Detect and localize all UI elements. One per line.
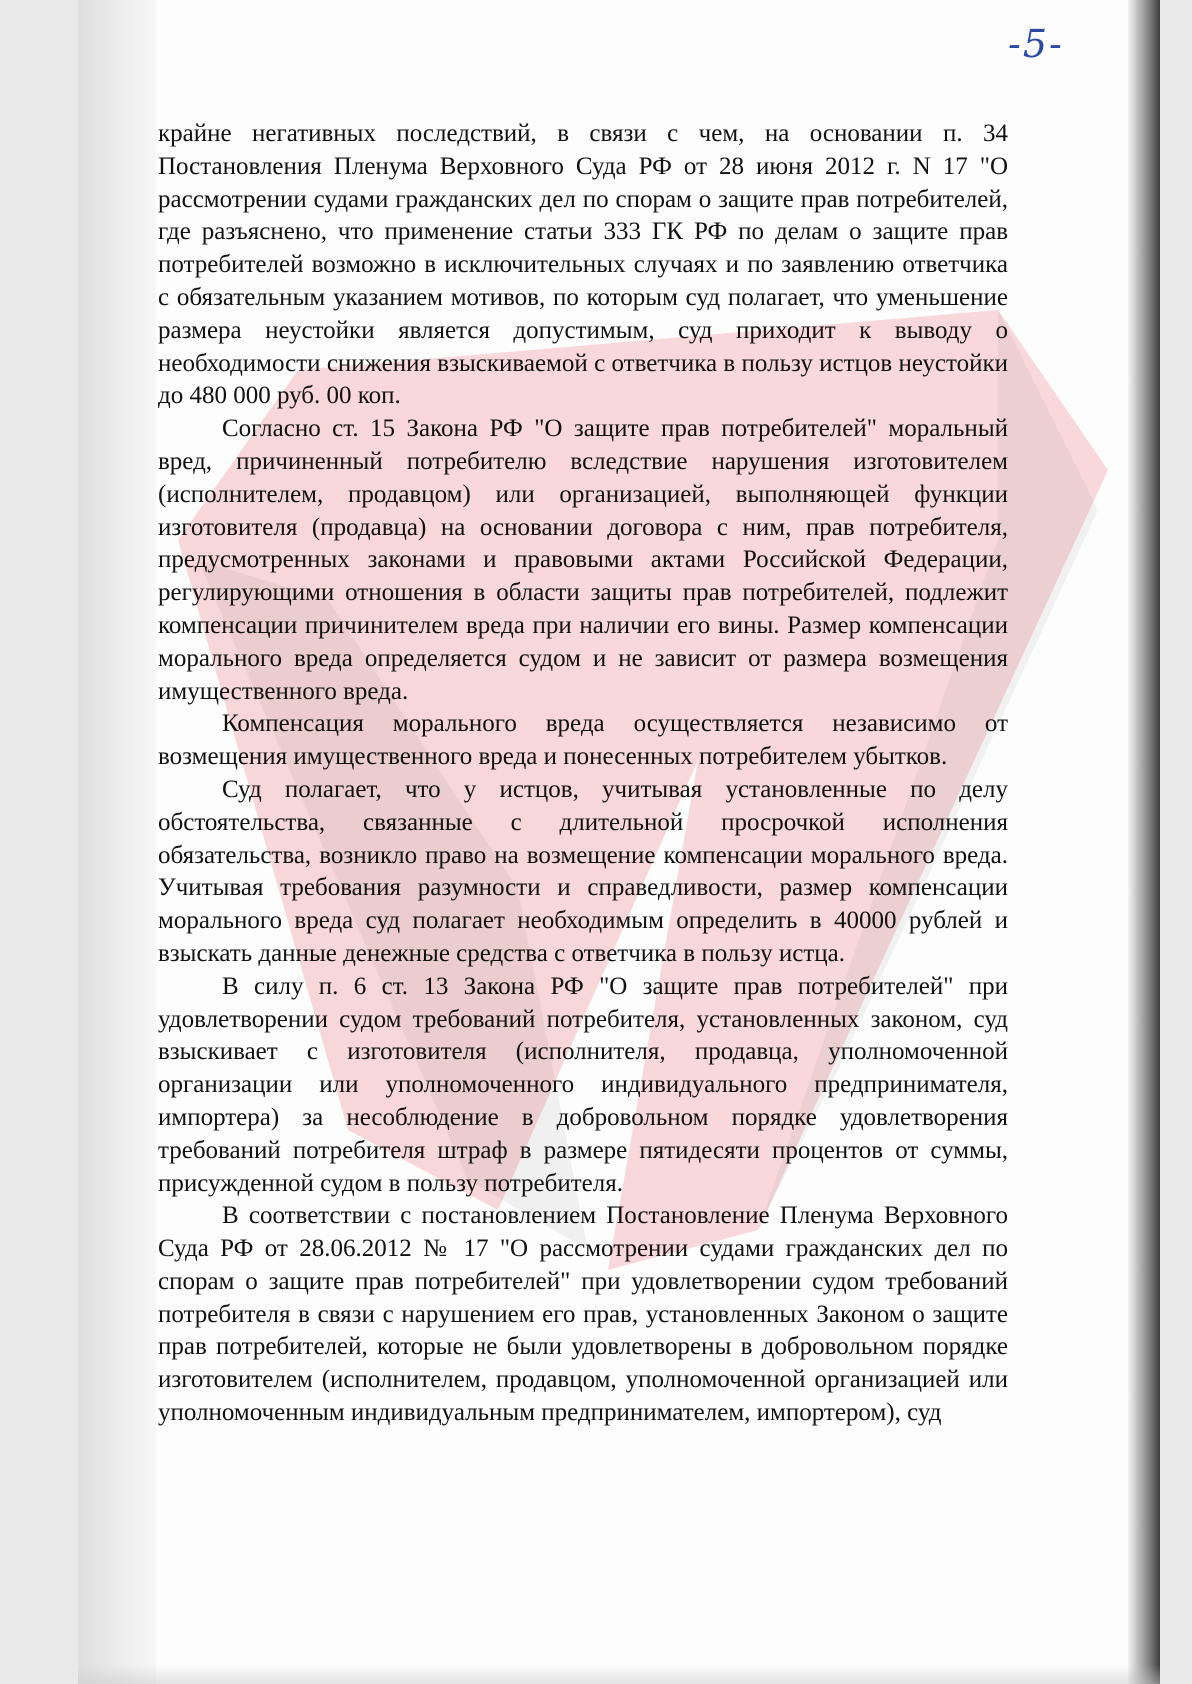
paragraph-moral-damage-law: Согласно ст. 15 Закона РФ "О защите прав потребителей" моральный вред, причиненный потребителю вследствие нарушения изготовителем (исполнителем, продавцом) или организацией, выполняющей функции изготовителя (продавца) на основании договора с ним, прав потребителя, предусмотренных законами и правовыми актами Российской Федерации, регулирующими отношения в области защиты прав потребителей, подлежит компенсации причинителем вреда при наличии его вины. Размер компенсации морального вреда определяется судом и не зависит от размера возмещения имущественного вреда.	[158, 415, 1008, 705]
paragraph-fine-fifty-percent: В силу п. 6 ст. 13 Закона РФ "О защите прав потребителей" при удовлетворении судом требований потребителя, установленных законом, суд взыскивает с изготовителя (исполнителя, продавца, уполномоченной организации или уполномоченного индивидуального предпринимателя, импортера) за несоблюдение в добровольном порядке удовлетворения требований потребителя штраф в размере пятидесяти процентов от суммы, присужденной судом в пользу потребителя.	[158, 972, 1008, 1197]
document-page	[78, 0, 1160, 1684]
paragraph-compensation-independent: Компенсация морального вреда осуществляется независимо от возмещения имущественного вреда и понесенных потребителем убытков.	[158, 710, 1008, 771]
paragraph-plenum-resolution: В соответствии с постановлением Постановление Пленума Верховного Суда РФ от 28.06.2012 № 17 "О рассмотрении судами гражданских дел по спорам о защите прав потребителей" при удовлетворении судом требований потребителя в связи с нарушением его прав, установленных Законом о защите прав потребителей, которые не были удовлетворены в добровольном порядке изготовителем (исполнителем, продавцом, уполномоченной организацией или уполномоченным индивидуальным предпринимателем, импортером), суд	[158, 1202, 1008, 1427]
document-body	[158, 118, 1008, 1430]
paragraph-penalty-reduction: крайне негативных последствий, в связи с чем, на основании п. 34 Постановления Пленума Верховного Суда РФ от 28 июня 2012 г. N 17 "О рассмотрении судами гражданских дел по спорам о защите прав потребителей, где разъяснено, что применение статьи 333 ГК РФ по делам о защите прав потребителей возможно в исключительных случаях и по заявлению ответчика с обязательным указанием мотивов, по которым суд полагает, что уменьшение размера неустойки является допустимым, суд приходит к выводу о необходимости снижения взыскиваемой с ответчика в пользу истцов неустойки до 480 000 руб. 00 коп.	[158, 120, 1008, 410]
scan-bottom-shadow	[78, 1664, 1160, 1684]
paragraph-court-decision-compensation: Суд полагает, что у истцов, учитывая установленные по делу обстоятельства, связанные с длительной просрочкой исполнения обязательства, возникло право на возмещение компенсации морального вреда. Учитывая требования разумности и справедливости, размер компенсации морального вреда суд полагает необходимым определить в 40000 рублей и взыскать данные денежные средства с ответчика в пользу истца.	[158, 775, 1008, 967]
handwritten-page-number: -5-	[1008, 22, 1064, 66]
